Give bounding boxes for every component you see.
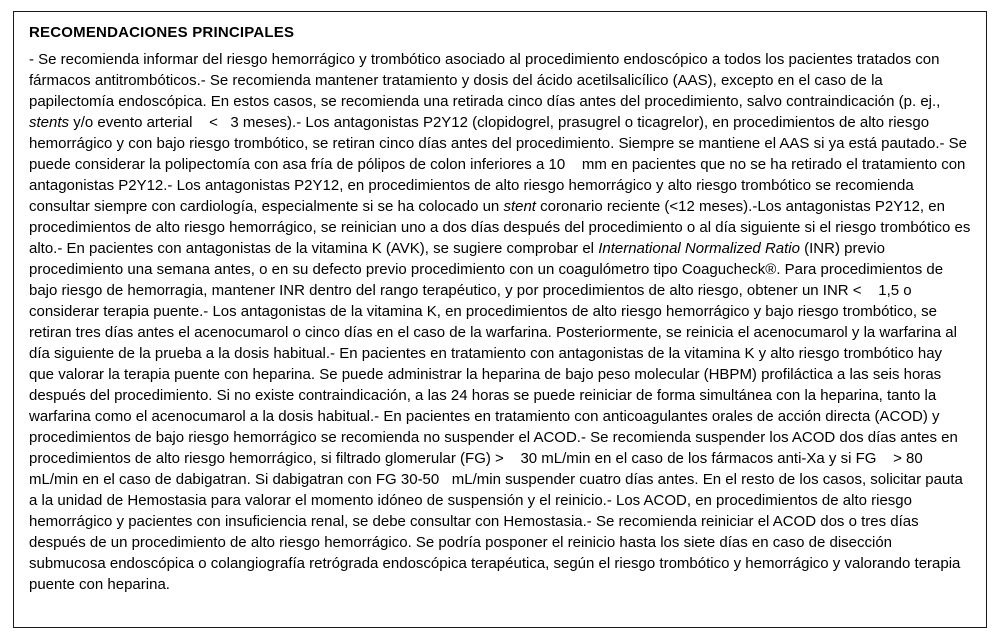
recommendations-box xyxy=(13,11,987,628)
body-text-segment-italic-inr: International Normalized Ratio xyxy=(598,240,800,257)
body-text-segment-italic-stents: stents xyxy=(29,114,70,131)
body-text-segment: y/o evento arterial < 3 meses).- Los antagonistas P2Y12 (clopidogrel, prasugrel o ticagrelor), en procedimientos de alto riesgo hemorrágico y con bajo riesgo trombótico, se retiran cinco días antes del procedimiento. Siempre se mantiene el AAS si ya está pautado.- Se puede considerar la polipectomía con asa fría de pólipos de colon inferiores a 10 mm en pacientes que no se ha retirado el tratamiento con antagonistas P2Y12.- Los antagonistas P2Y12, en procedimientos de alto riesgo hemorrágico y alto riesgo trombótico se recomienda consultar siempre con cardiología, especialmente si se ha colocado un xyxy=(29,114,972,215)
body-text-segment-italic-stent: stent xyxy=(503,198,536,215)
body-text-segment: (INR) previo procedimiento una semana antes, o en su defecto previo procedimiento con un coagulómetro tipo Coagucheck®. Para procedimientos de bajo riesgo de hemorragia, mantener INR dentro del rango terapéutico, y por procedimientos de alto riesgo, obtener un INR < 1,5 o considerar terapia puente.- Los antagonistas de la vitamina K, en procedimientos de alto riesgo hemorrágico y bajo riesgo trombótico, se retiran tres días antes el acenocumarol o cinco días en el caso de la warfarina. Posteriormente, se reinicia el acenocumarol y la warfarina al día siguiente de la prueba a la dosis habitual.- En pacientes en tratamiento con antagonistas de la vitamina K y alto riesgo trombótico hay que valorar la terapia puente con heparina. Se puede administrar la heparina de bajo peso molecular (HBPM) profiláctica a las seis horas después del procedimiento. Si no existe contraindicación, a las 24 horas se puede reiniciar de forma simultánea con la heparina, tanto la warfarina como el acenocumarol a la dosis habitual.- En pacientes en tratamiento con anticoagulantes orales de acción directa (ACOD) y procedimientos de bajo riesgo hemorrágico se recomienda no suspender el ACOD.- Se recomienda suspender los ACOD dos días antes en procedimientos de alto riesgo hemorrágico, si filtrado glomerular (FG) > 30 mL/min en el caso de los fármacos anti-Xa y si FG > 80 mL/min en el caso de dabigatran. Si dabigatran con FG 30-50 mL/min suspender cuatro días antes. En el resto de los casos, solicitar pauta a la unidad de Hemostasia para valorar el momento idóneo de suspensión y el reinicio.- Los ACOD, en procedimientos de alto riesgo hemorrágico y pacientes con insuficiencia renal, se debe consultar con Hemostasia.- Se recomienda reiniciar el ACOD dos o tres días después de un procedimiento de alto riesgo hemorrágico. Se podría posponer el reinicio hasta los siete días en caso de disección submucosa endoscópica o colangiografía retrógrada endoscópica terapéutica, según el riesgo trombótico y hemorrágico y valorando terapia puente con heparina. xyxy=(29,240,968,593)
document-body xyxy=(29,49,975,595)
document-title: RECOMENDACIONES PRINCIPALES xyxy=(29,24,295,41)
body-text-segment: coronario reciente (<12 meses).-Los antagonistas P2Y12, en procedimientos de alto riesgo hemorrágico, se reinician uno a dos días después del procedimiento o al día siguiente si el riesgo trombótico es alto.- En pacientes con antagonistas de la vitamina K (AVK), se sugiere comprobar el xyxy=(29,198,975,257)
body-text-segment: - Se recomienda informar del riesgo hemorrágico y trombótico asociado al procedimiento endoscópico a todos los pacientes tratados con fármacos antitrombóticos.- Se recomienda mantener tratamiento y dosis del ácido acetilsalicílico (AAS), excepto en el caso de la papilectomía endoscópica. En estos casos, se recomienda una retirada cinco días antes del procedimiento, salvo contraindicación (p. ej., xyxy=(29,51,945,110)
